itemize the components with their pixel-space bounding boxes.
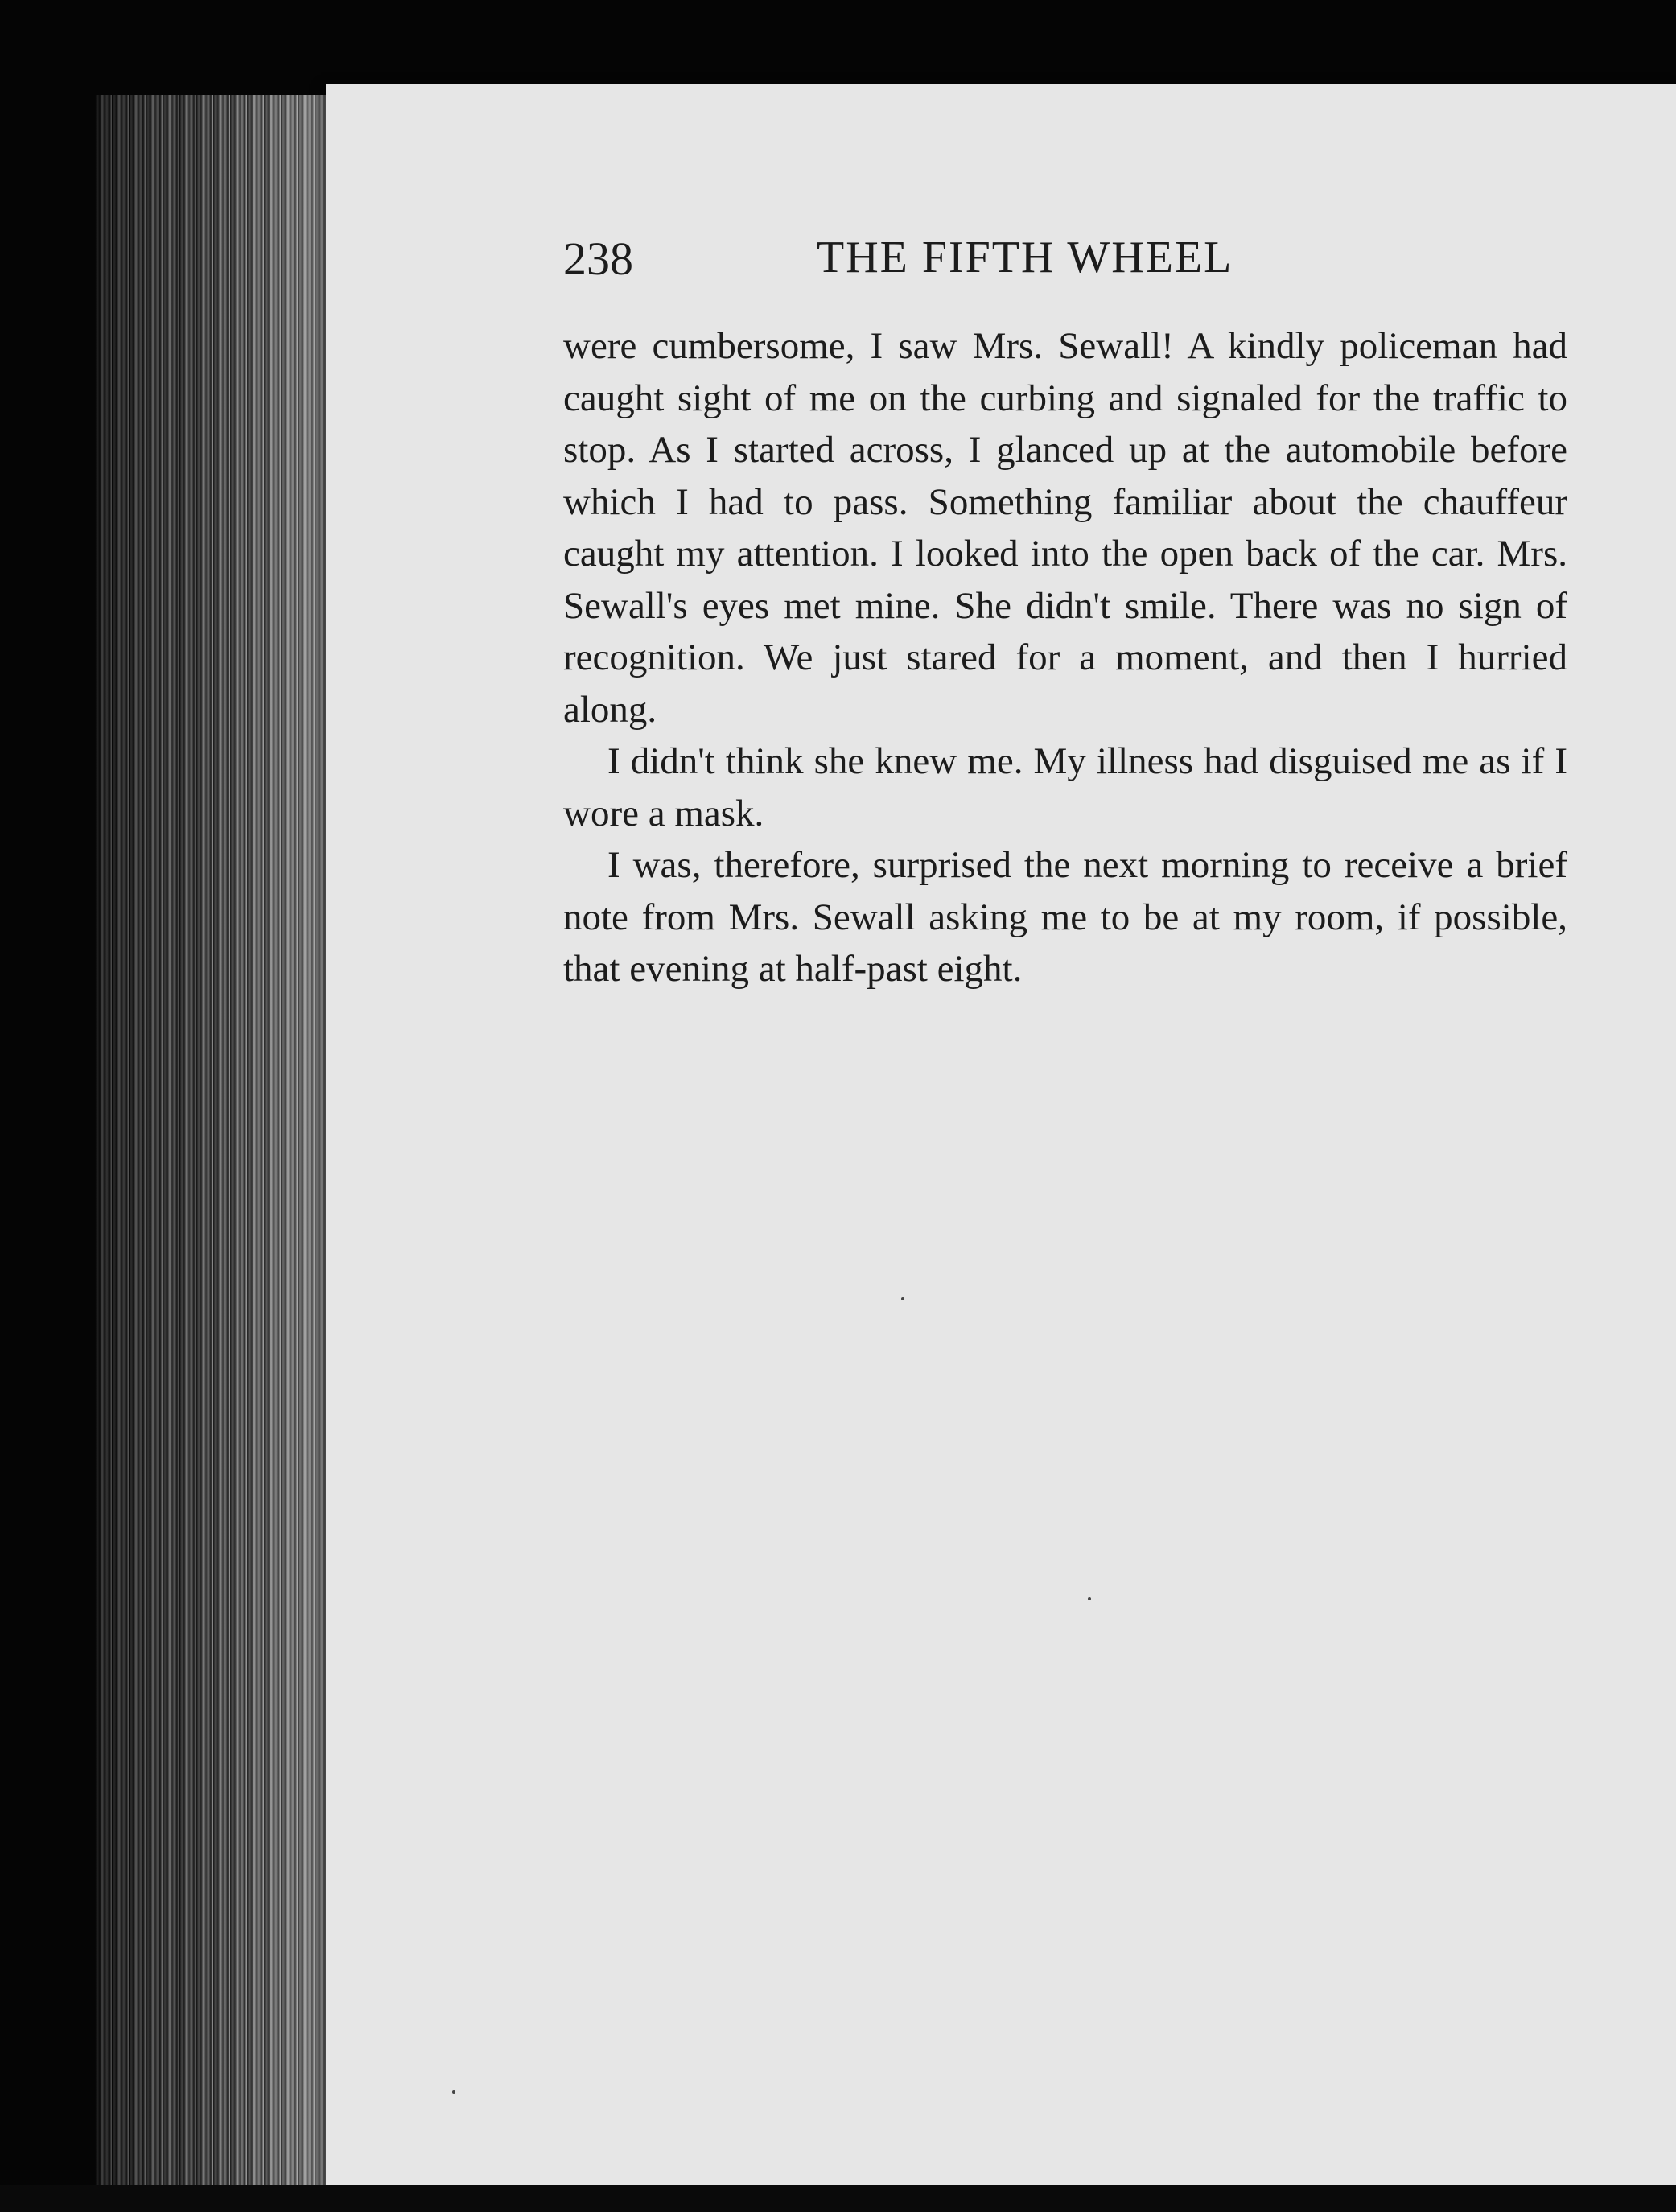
paragraph: were cumbersome, I saw Mrs. Sewall! A kindly policeman had caught sight of me on the curbing and signaled for the traffic to stop. As I started across, I glanced up at the automobile before which I had to pass. Something familiar about the chauffeur caught my attention. I looked into the open back of the car. Mrs. Sewall's eyes met mine. She didn't smile. There was no sign of recognition. We just stared for a moment, and then I hurried along. <box>563 325 1567 731</box>
scan-border <box>0 2185 1676 2212</box>
paragraph: I didn't think she knew me. My illness had disguised me as if I wore a mask. <box>563 740 1567 834</box>
dust-speck <box>452 2090 455 2094</box>
page-edges <box>95 95 330 2187</box>
dust-speck <box>1088 1597 1091 1600</box>
paragraph: I was, therefore, surprised the next morning to receive a brief note from Mrs. Sewall asking me to be at my room, if possible, that evening at half-past eight. <box>563 844 1567 990</box>
dust-speck <box>901 1297 904 1300</box>
running-title: THE FIFTH WHEEL <box>817 233 1233 282</box>
body-text <box>563 320 1567 995</box>
page-number: 238 <box>563 233 633 285</box>
page-header <box>563 225 1569 298</box>
